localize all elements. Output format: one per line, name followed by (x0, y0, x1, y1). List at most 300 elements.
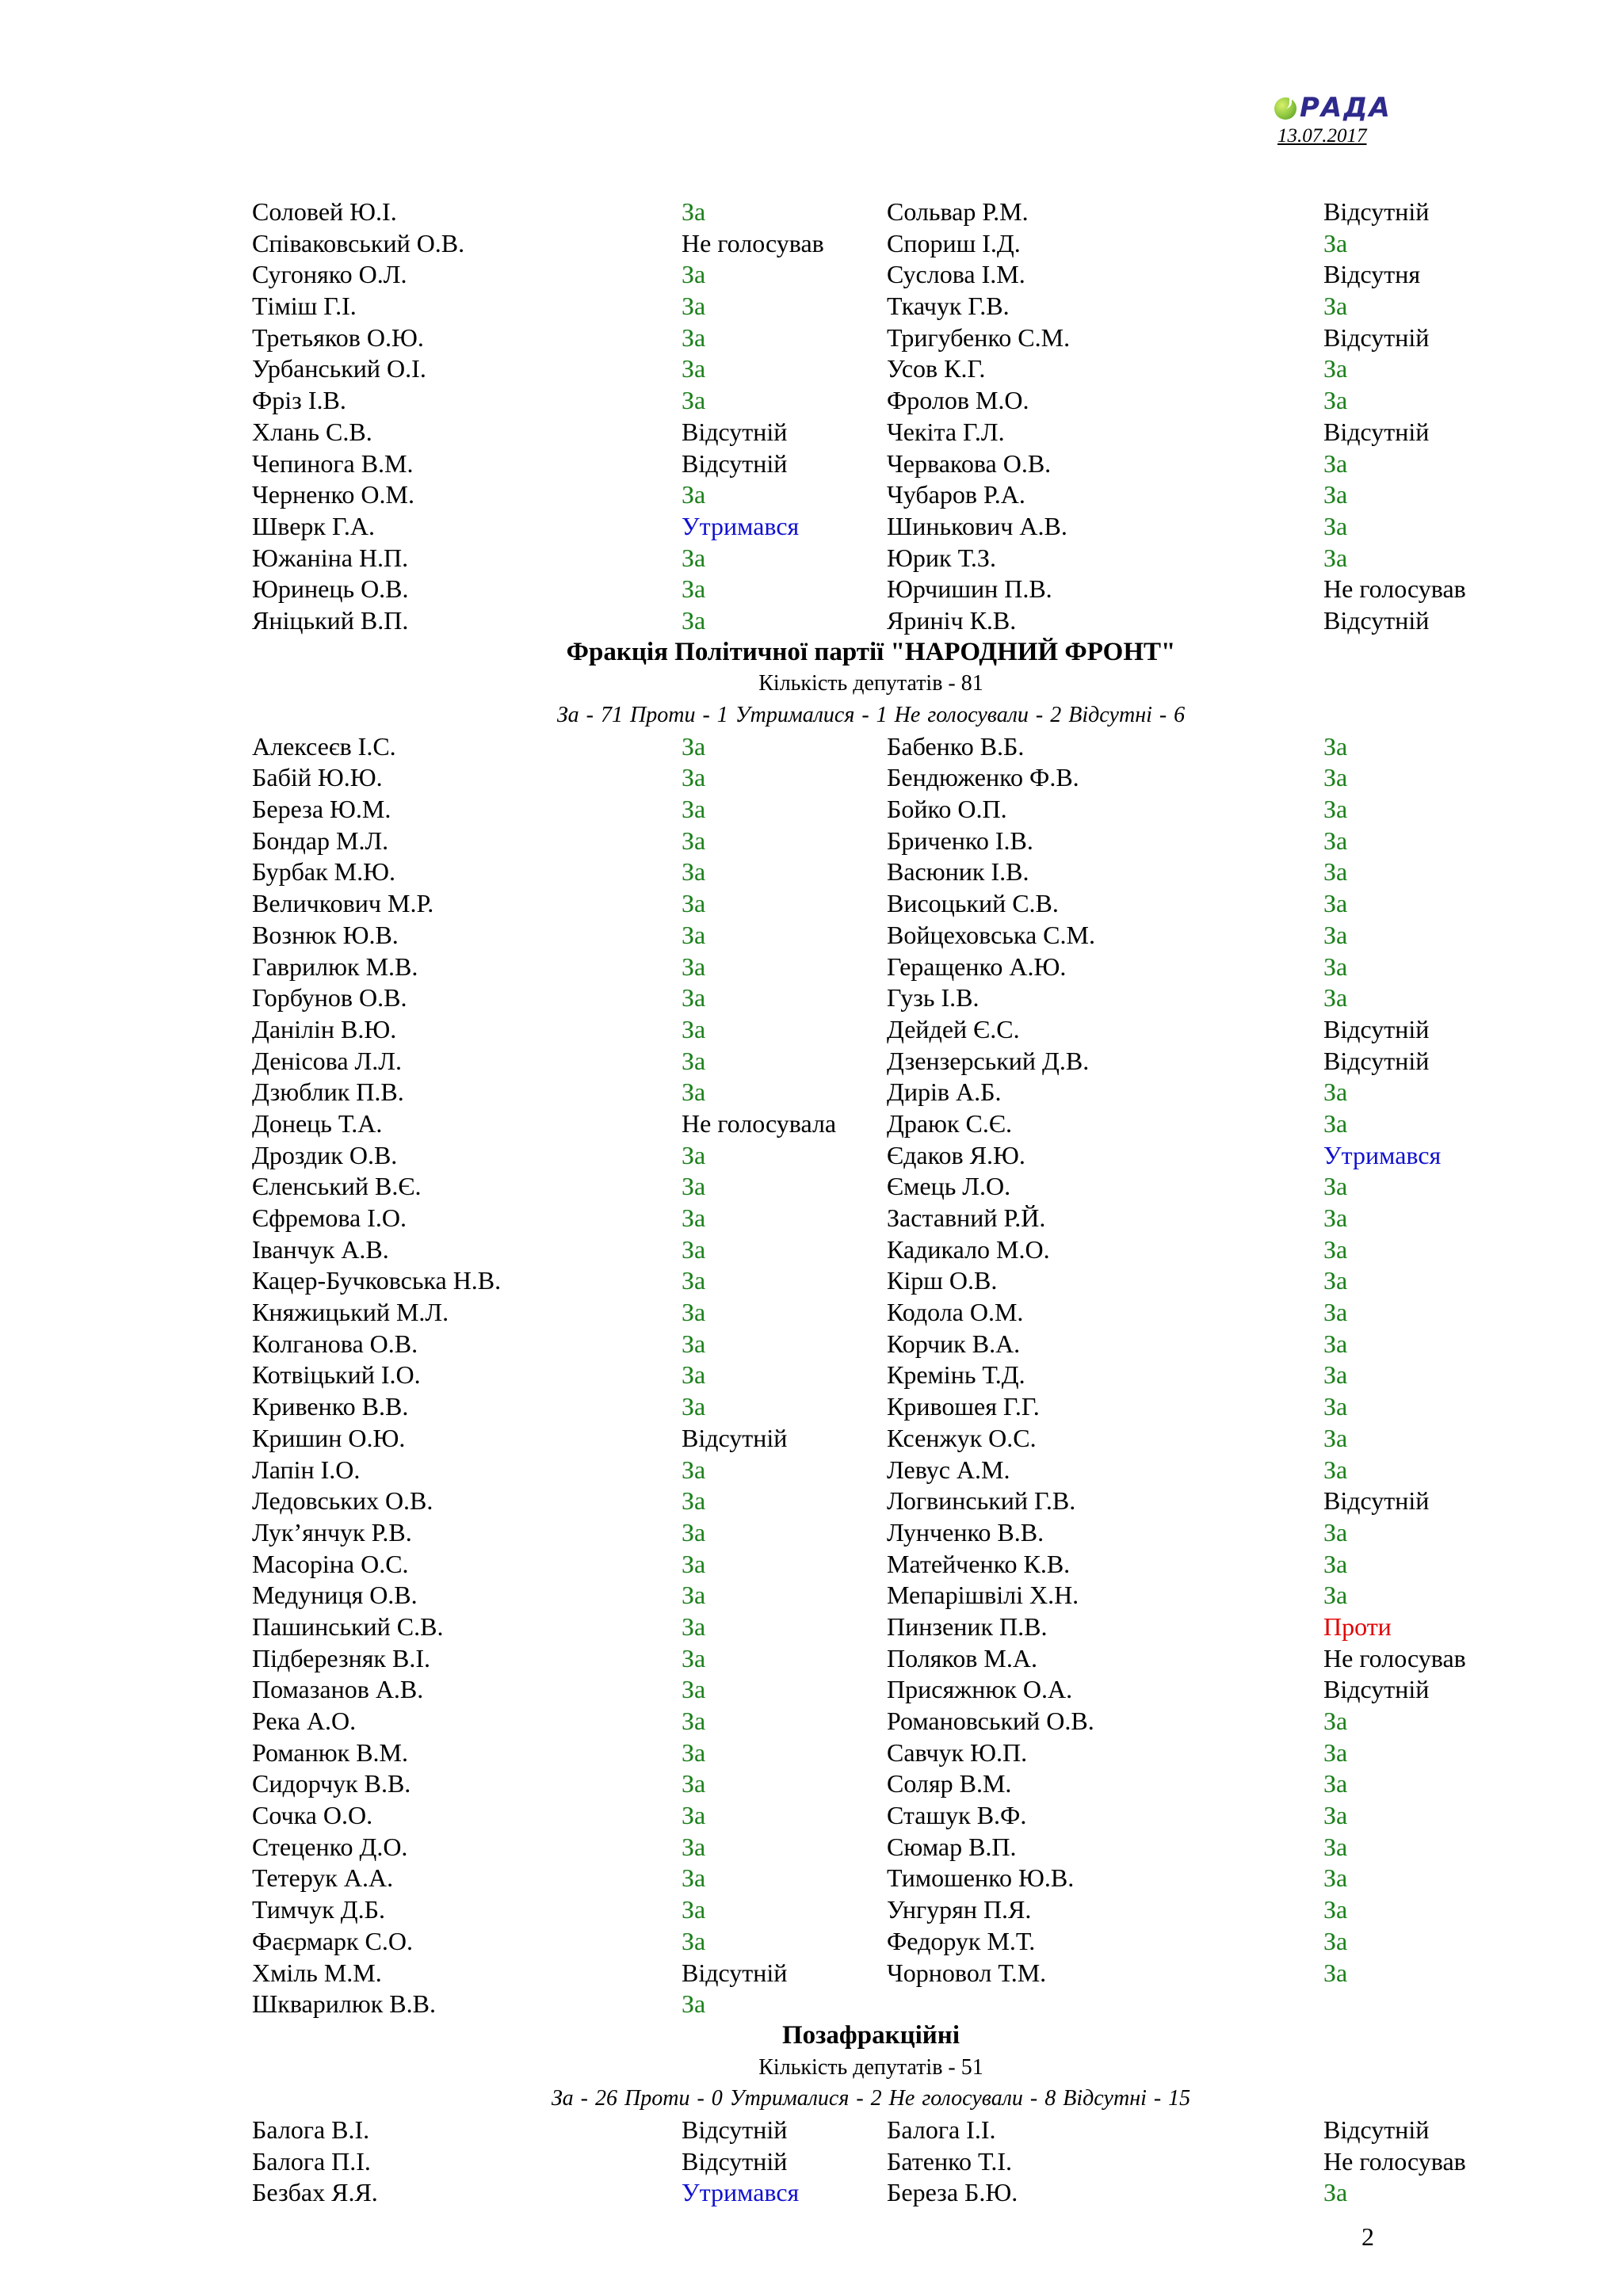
vote-row (0, 1517, 1623, 1549)
deputy-name: Висоцький С.В. (887, 889, 1059, 918)
vote-row (0, 1863, 1623, 1894)
deputy-vote: За (1323, 2178, 1348, 2207)
deputy-vote: За (1323, 543, 1348, 572)
vote-row (0, 574, 1623, 605)
deputy-name: Іванчук А.В. (252, 1234, 389, 1264)
deputy-name: Ксенжук О.С. (887, 1423, 1037, 1452)
deputy-name: Гаврилюк М.В. (252, 952, 418, 981)
deputy-vote: За (682, 386, 706, 415)
deputy-vote: За (1323, 292, 1348, 321)
deputy-count: Кількість депутатів - 81 (758, 671, 983, 696)
deputy-vote: За (1323, 1077, 1348, 1107)
vote-row (0, 1926, 1623, 1958)
deputy-vote: За (682, 920, 706, 949)
deputy-name: Сочка О.О. (252, 1801, 373, 1830)
vote-list (0, 196, 1623, 2209)
deputy-vote: Відсутній (1323, 417, 1430, 446)
deputy-count: Кількість депутатів - 51 (758, 2054, 983, 2080)
deputy-vote: За (1323, 1423, 1348, 1452)
vote-row (0, 1203, 1623, 1234)
deputy-vote: За (1323, 731, 1348, 761)
vote-row (0, 1989, 1623, 2020)
deputy-vote: За (682, 1140, 706, 1169)
deputy-name: Юринець О.В. (252, 574, 409, 604)
vote-row (0, 1108, 1623, 1140)
deputy-name: Шкварилюк В.В. (252, 1989, 436, 2019)
deputy-name: Величкович М.Р. (252, 889, 434, 918)
deputy-vote: Відсутній (1323, 197, 1430, 226)
deputy-vote: За (1323, 1769, 1348, 1798)
deputy-name: Балога І.І. (887, 2115, 996, 2144)
deputy-name: Бабенко В.Б. (887, 731, 1025, 761)
deputy-name: Присяжнюк О.А. (887, 1675, 1073, 1704)
deputy-name: Бурбак М.Ю. (252, 857, 395, 887)
deputy-vote: За (682, 1581, 706, 1610)
deputy-name: Кадикало М.О. (887, 1234, 1050, 1264)
deputy-vote: За (682, 1832, 706, 1861)
deputy-name: Савчук Ю.П. (887, 1737, 1028, 1767)
deputy-name: Кривенко В.В. (252, 1392, 409, 1421)
deputy-name: Романовський О.В. (887, 1707, 1094, 1735)
rada-logo-icon (1274, 97, 1296, 120)
deputy-name: Фріз І.В. (252, 386, 346, 415)
deputy-name: Кришин О.Ю. (252, 1423, 406, 1452)
deputy-name: Підберезняк В.І. (252, 1643, 430, 1672)
deputy-name: Чепинога В.М. (252, 448, 414, 478)
deputy-name: Сольвар Р.М. (887, 197, 1029, 226)
deputy-name: Яриніч К.В. (887, 605, 1017, 635)
deputy-vote: За (1323, 354, 1348, 383)
deputy-vote: За (682, 826, 706, 855)
deputy-name: Корчик В.А. (887, 1329, 1021, 1358)
deputy-vote: За (1323, 826, 1348, 855)
deputy-vote: За (1323, 1266, 1348, 1295)
deputy-name: Сташук В.Ф. (887, 1801, 1027, 1830)
deputy-vote: За (1323, 952, 1348, 981)
deputy-name: Безбах Я.Я. (252, 2178, 378, 2207)
deputy-name: Дейдей Є.С. (887, 1014, 1020, 1043)
vote-row (0, 1800, 1623, 1832)
vote-row (0, 2115, 1623, 2146)
vote-row (0, 322, 1623, 354)
deputy-vote: За (682, 1989, 706, 2019)
deputy-vote: За (1323, 1234, 1348, 1264)
deputy-name: Поляков М.А. (887, 1643, 1037, 1672)
vote-row (0, 1958, 1623, 1989)
deputy-name: Яніцький В.П. (252, 605, 409, 635)
vote-row (0, 511, 1623, 543)
vote-row (0, 385, 1623, 417)
vote-row (0, 228, 1623, 260)
deputy-name: Стеценко Д.О. (252, 1832, 408, 1861)
deputy-name: Фролов М.О. (887, 386, 1029, 415)
deputy-vote: За (682, 1234, 706, 1264)
deputy-vote: За (1323, 480, 1348, 509)
vote-row (0, 353, 1623, 385)
deputy-vote: За (1323, 1108, 1348, 1138)
deputy-name: Єленський В.Є. (252, 1172, 422, 1201)
deputy-name: Дзюблик П.В. (252, 1077, 404, 1107)
deputy-name: Бондар М.Л. (252, 826, 389, 855)
vote-row (0, 1360, 1623, 1391)
deputy-vote: За (682, 1329, 706, 1358)
vote-row (0, 1580, 1623, 1611)
vote-row (0, 448, 1623, 480)
deputy-name: Шинькович А.В. (887, 511, 1067, 540)
deputy-vote: Утримався (682, 2178, 800, 2207)
deputy-name: Медуниця О.В. (252, 1581, 418, 1610)
rada-logo-text: РАДА (1300, 92, 1392, 124)
deputy-vote: За (682, 1549, 706, 1578)
deputy-vote: За (1323, 1455, 1348, 1484)
deputy-vote: За (1323, 1549, 1348, 1578)
deputy-vote: За (682, 197, 706, 226)
deputy-name: Єфремова І.О. (252, 1203, 407, 1232)
vote-row (0, 1423, 1623, 1455)
deputy-vote: За (682, 1863, 706, 1893)
deputy-name: Лук’янчук Р.В. (252, 1517, 412, 1547)
deputy-name: Тетерук А.А. (252, 1863, 394, 1893)
deputy-vote: Відсутній (1323, 1675, 1430, 1704)
deputy-vote: За (1323, 889, 1348, 918)
deputy-name: Помазанов А.В. (252, 1675, 424, 1704)
vote-row (0, 1706, 1623, 1737)
deputy-name: Фаєрмарк С.О. (252, 1926, 413, 1955)
vote-row (0, 1046, 1623, 1077)
rada-logo (1274, 92, 1392, 125)
deputy-vote: За (682, 1298, 706, 1327)
deputy-vote: За (682, 605, 706, 635)
deputy-vote: За (682, 322, 706, 352)
vote-row (0, 1265, 1623, 1297)
deputy-name: Лунченко В.В. (887, 1517, 1044, 1547)
faction-title: Фракція Політичної партії "НАРОДНИЙ ФРОНТ" (566, 637, 1176, 666)
vote-row (0, 2177, 1623, 2209)
deputy-name: Юрчишин П.В. (887, 574, 1052, 604)
vote-row (0, 259, 1623, 291)
deputy-vote: За (682, 1517, 706, 1547)
deputy-name: Лапін І.О. (252, 1455, 361, 1484)
vote-row (0, 1077, 1623, 1108)
deputy-name: Урбанський О.І. (252, 354, 426, 383)
deputy-name: Левус А.М. (887, 1455, 1010, 1484)
deputy-vote: За (682, 1046, 706, 1075)
deputy-name: Южаніна Н.П. (252, 543, 409, 572)
vote-row (0, 826, 1623, 857)
deputy-vote: Не голосував (682, 228, 824, 257)
deputy-vote: Відсутній (1323, 1014, 1430, 1043)
deputy-vote: За (1323, 386, 1348, 415)
vote-row (0, 1768, 1623, 1800)
vote-row (0, 1894, 1623, 1926)
deputy-name: Дзензерський Д.В. (887, 1046, 1090, 1075)
deputy-name: Тіміш Г.І. (252, 292, 357, 321)
deputy-vote: Відсутній (682, 1958, 788, 1987)
vote-row (0, 856, 1623, 888)
deputy-vote: За (1323, 1832, 1348, 1861)
deputy-vote: За (1323, 795, 1348, 824)
deputy-vote: За (1323, 1863, 1348, 1893)
deputy-vote: За (682, 1643, 706, 1672)
page-number: 2 (1361, 2222, 1374, 2251)
deputy-vote: За (682, 1675, 706, 1704)
deputy-name: Кремінь Т.Д. (887, 1360, 1025, 1390)
deputy-vote: За (1323, 1203, 1348, 1232)
deputy-vote: Відсутній (682, 2115, 788, 2144)
vote-row (0, 417, 1623, 448)
deputy-vote: За (682, 1360, 706, 1390)
deputy-vote: За (682, 1392, 706, 1421)
deputy-vote: За (682, 1707, 706, 1735)
vote-row (0, 543, 1623, 574)
deputy-name: Бендюженко Ф.В. (887, 763, 1079, 792)
deputy-name: Чубаров Р.А. (887, 480, 1025, 509)
deputy-name: Горбунов О.В. (252, 983, 407, 1013)
deputy-name: Шверк Г.А. (252, 511, 375, 540)
deputy-name: Хлань С.В. (252, 417, 372, 446)
deputy-name: Вознюк Ю.В. (252, 920, 399, 949)
deputy-vote: За (682, 543, 706, 572)
deputy-name: Єдаков Я.Ю. (887, 1140, 1025, 1169)
vote-row (0, 952, 1623, 983)
deputy-name: Васюник І.В. (887, 857, 1029, 887)
deputy-vote: За (1323, 1801, 1348, 1830)
deputy-vote: За (682, 857, 706, 887)
deputy-vote: За (682, 1926, 706, 1955)
deputy-vote: За (682, 1014, 706, 1043)
deputy-name: Кривошея Г.Г. (887, 1392, 1040, 1421)
deputy-name: Мепарішвілі Х.Н. (887, 1581, 1079, 1610)
deputy-vote: За (1323, 1737, 1348, 1767)
deputy-vote: Відсутній (682, 2146, 788, 2176)
deputy-name: Бабій Ю.Ю. (252, 763, 383, 792)
deputy-vote: За (682, 1203, 706, 1232)
deputy-name: Геращенко А.Ю. (887, 952, 1067, 981)
vote-row (0, 1014, 1623, 1046)
vote-row (0, 1391, 1623, 1423)
deputy-vote: За (1323, 1517, 1348, 1547)
deputy-name: Червакова О.В. (887, 448, 1052, 478)
deputy-name: Река А.О. (252, 1707, 357, 1735)
deputy-vote: За (1323, 1172, 1348, 1201)
deputy-name: Пашинський С.В. (252, 1611, 444, 1641)
deputy-name: Гузь І.В. (887, 983, 980, 1013)
vote-row (0, 1737, 1623, 1769)
deputy-name: Донець Т.А. (252, 1108, 383, 1138)
deputy-name: Балога П.І. (252, 2146, 371, 2176)
deputy-vote: Проти (1323, 1611, 1392, 1641)
deputy-vote: Не голосувала (682, 1108, 837, 1138)
deputy-name: Романюк В.М. (252, 1737, 408, 1767)
deputy-name: Логвинський Г.В. (887, 1486, 1076, 1516)
deputy-vote: За (682, 354, 706, 383)
faction-title: Позафракційні (781, 2020, 960, 2050)
deputy-vote: За (682, 795, 706, 824)
vote-row (0, 479, 1623, 511)
vote-row (0, 1171, 1623, 1203)
deputy-name: Сюмар В.П. (887, 1832, 1017, 1861)
deputy-vote: За (1323, 920, 1348, 949)
vote-row (0, 196, 1623, 228)
deputy-vote: За (1323, 1707, 1348, 1735)
deputy-name: Усов К.Г. (887, 354, 986, 383)
deputy-name: Унгурян П.Я. (887, 1895, 1032, 1924)
deputy-vote: За (682, 1895, 706, 1924)
deputy-name: Береза Ю.М. (252, 795, 391, 824)
deputy-vote: За (682, 1737, 706, 1767)
deputy-name: Бриченко І.В. (887, 826, 1033, 855)
deputy-vote: Відсутній (1323, 2115, 1430, 2144)
deputy-name: Бойко О.П. (887, 795, 1007, 824)
vote-row (0, 1329, 1623, 1360)
document-date: 13.07.2017 (1277, 125, 1367, 147)
deputy-name: Хміль М.М. (252, 1958, 382, 1987)
deputy-vote: За (682, 1769, 706, 1798)
vote-row (0, 794, 1623, 826)
deputy-vote: За (682, 889, 706, 918)
deputy-name: Колганова О.В. (252, 1329, 418, 1358)
deputy-vote: За (682, 1077, 706, 1107)
deputy-vote: За (682, 260, 706, 289)
deputy-vote: За (1323, 1895, 1348, 1924)
deputy-vote: Відсутній (682, 448, 788, 478)
deputy-name: Кодола О.М. (887, 1298, 1024, 1327)
vote-summary: За - 26 Проти - 0 Утрималися - 2 Не голосували - 8 Відсутні - 15 (551, 2086, 1191, 2111)
deputy-name: Соляр В.М. (887, 1769, 1012, 1798)
deputy-name: Заставний Р.Й. (887, 1203, 1046, 1232)
vote-row (0, 1455, 1623, 1486)
deputy-name: Суслова І.М. (887, 260, 1025, 289)
vote-row (0, 731, 1623, 763)
deputy-vote: За (682, 1455, 706, 1484)
deputy-vote: За (682, 731, 706, 761)
vote-row (0, 1832, 1623, 1863)
vote-row (0, 2146, 1623, 2178)
vote-row (0, 291, 1623, 322)
deputy-vote: За (1323, 511, 1348, 540)
deputy-vote: За (1323, 1958, 1348, 1987)
deputy-vote: За (682, 574, 706, 604)
deputy-vote: Відсутній (682, 417, 788, 446)
vote-row (0, 1674, 1623, 1706)
deputy-name: Балога В.І. (252, 2115, 370, 2144)
deputy-vote: Не голосував (1323, 2146, 1466, 2176)
deputy-vote: За (1323, 1298, 1348, 1327)
vote-row (0, 888, 1623, 920)
deputy-name: Чекіта Г.Л. (887, 417, 1005, 446)
vote-row (0, 1611, 1623, 1643)
deputy-name: Ємець Л.О. (887, 1172, 1011, 1201)
deputy-vote: За (682, 1801, 706, 1830)
deputy-name: Кацер-Бучковська Н.В. (252, 1266, 502, 1295)
vote-row (0, 1486, 1623, 1517)
deputy-name: Батенко Т.І. (887, 2146, 1012, 2176)
deputy-name: Денісова Л.Л. (252, 1046, 402, 1075)
deputy-name: Котвіцький І.О. (252, 1360, 421, 1390)
deputy-vote: Відсутня (1323, 260, 1421, 289)
vote-row (0, 920, 1623, 952)
deputy-vote: За (1323, 1581, 1348, 1610)
vote-row (0, 762, 1623, 794)
deputy-vote: За (1323, 228, 1348, 257)
deputy-vote: Не голосував (1323, 1643, 1466, 1672)
deputy-name: Соловей Ю.І. (252, 197, 397, 226)
deputy-vote: За (1323, 1926, 1348, 1955)
deputy-vote: Утримався (682, 511, 800, 540)
deputy-name: Ледовських О.В. (252, 1486, 433, 1516)
deputy-name: Драюк С.Є. (887, 1108, 1012, 1138)
deputy-vote: Відсутній (1323, 605, 1430, 635)
deputy-vote: За (1323, 983, 1348, 1013)
deputy-vote: За (1323, 857, 1348, 887)
deputy-name: Чорновол Т.М. (887, 1958, 1047, 1987)
deputy-name: Тимчук Д.Б. (252, 1895, 385, 1924)
deputy-vote: За (682, 1172, 706, 1201)
deputy-vote: За (682, 292, 706, 321)
deputy-vote: За (682, 1486, 706, 1516)
deputy-name: Тимошенко Ю.В. (887, 1863, 1075, 1893)
vote-row (0, 1549, 1623, 1581)
deputy-vote: За (682, 1266, 706, 1295)
deputy-vote: Відсутній (1323, 1046, 1430, 1075)
deputy-name: Сугоняко О.Л. (252, 260, 407, 289)
deputy-name: Пинзеник П.В. (887, 1611, 1048, 1641)
deputy-name: Ткачук Г.В. (887, 292, 1010, 321)
deputy-vote: Відсутній (682, 1423, 788, 1452)
deputy-vote: За (1323, 763, 1348, 792)
deputy-name: Матейченко К.В. (887, 1549, 1071, 1578)
deputy-name: Юрик Т.З. (887, 543, 996, 572)
deputy-name: Кірш О.В. (887, 1266, 998, 1295)
deputy-name: Співаковський О.В. (252, 228, 465, 257)
deputy-name: Третьяков О.Ю. (252, 322, 424, 352)
vote-row (0, 982, 1623, 1014)
deputy-vote: За (682, 952, 706, 981)
deputy-vote: За (1323, 448, 1348, 478)
vote-row (0, 1234, 1623, 1266)
deputy-name: Княжицький М.Л. (252, 1298, 449, 1327)
deputy-name: Алексеєв І.С. (252, 731, 396, 761)
deputy-vote: Відсутній (1323, 322, 1430, 352)
deputy-name: Сидорчук В.В. (252, 1769, 411, 1798)
deputy-vote: Не голосував (1323, 574, 1466, 604)
vote-row (0, 1643, 1623, 1675)
deputy-vote: За (682, 763, 706, 792)
vote-summary: За - 71 Проти - 1 Утрималися - 1 Не голосували - 2 Відсутні - 6 (556, 703, 1186, 727)
vote-row (0, 605, 1623, 637)
deputy-name: Дроздик О.В. (252, 1140, 398, 1169)
deputy-name: Данілін В.Ю. (252, 1014, 397, 1043)
deputy-name: Масоріна О.С. (252, 1549, 409, 1578)
deputy-name: Федорук М.Т. (887, 1926, 1036, 1955)
deputy-name: Береза Б.Ю. (887, 2178, 1018, 2207)
deputy-name: Спориш І.Д. (887, 228, 1021, 257)
deputy-vote: За (682, 1611, 706, 1641)
deputy-vote: За (1323, 1360, 1348, 1390)
deputy-vote: За (682, 983, 706, 1013)
deputy-vote: Утримався (1323, 1140, 1442, 1169)
deputy-name: Черненко О.М. (252, 480, 414, 509)
deputy-vote: Відсутній (1323, 1486, 1430, 1516)
deputy-name: Тригубенко С.М. (887, 322, 1071, 352)
deputy-name: Войцеховська С.М. (887, 920, 1095, 949)
deputy-vote: За (1323, 1329, 1348, 1358)
deputy-vote: За (1323, 1392, 1348, 1421)
vote-row (0, 1140, 1623, 1172)
deputy-vote: За (682, 480, 706, 509)
deputy-name: Дирів А.Б. (887, 1077, 1002, 1107)
vote-row (0, 1297, 1623, 1329)
